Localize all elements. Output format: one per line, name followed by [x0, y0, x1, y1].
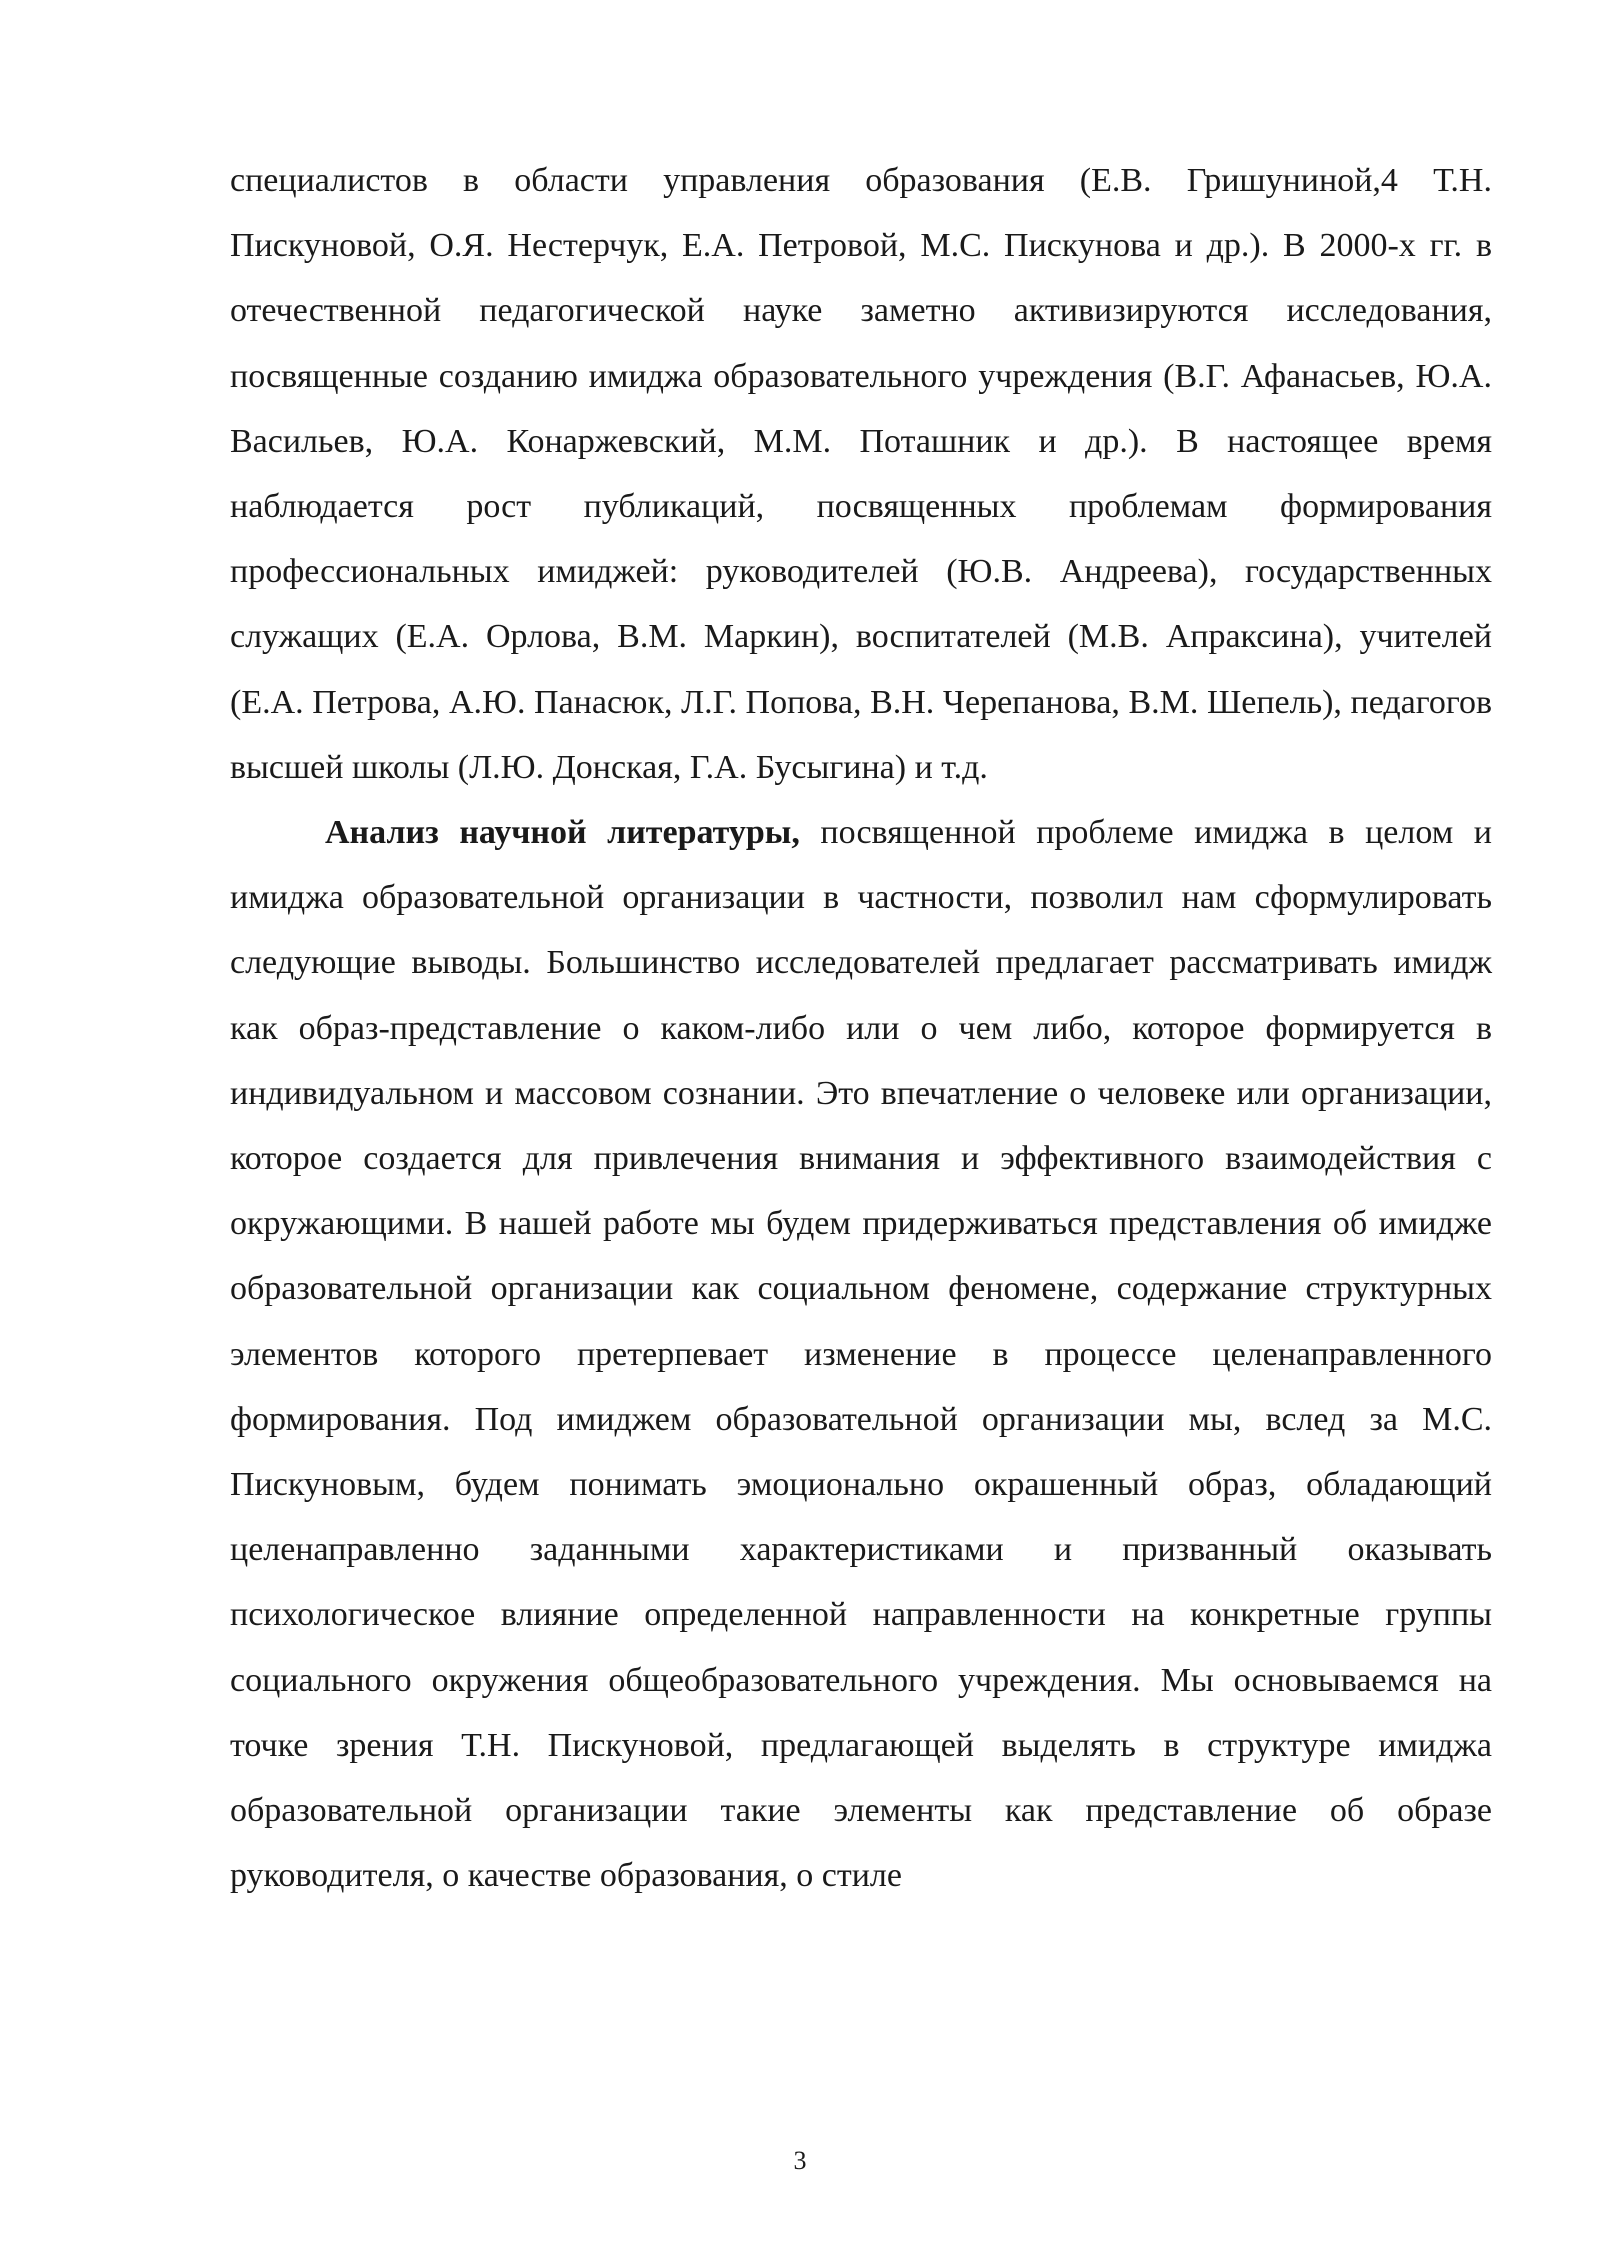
paragraph-2 — [230, 800, 1492, 1908]
page-number: 3 — [793, 2146, 807, 2175]
body-text — [230, 148, 1492, 1908]
paragraph-1: специалистов в области управления образования (Е.В. Гришуниной,4 Т.Н. Пискуновой, О.Я. Нестерчук, Е.А. Петровой, М.С. Пискунова и др.). В 2000-х гг. в отечественной педагогической науке заметно активизируются исследования, посвященные созданию имиджа образовательного учреждения (В.Г. Афанасьев, Ю.А. Васильев, Ю.А. Конаржевский, М.М. Поташник и др.). В настоящее время наблюдается рост публикаций, посвященных проблемам формирования профессиональных имиджей: руководителей (Ю.В. Андреева), государственных служащих (Е.А. Орлова, В.М. Маркин), воспитателей (М.В. Апраксина), учителей (Е.А. Петрова, А.Ю. Панасюк, Л.Г. Попова, В.Н. Черепанова, В.М. Шепель), педагогов высшей школы (Л.Ю. Донская, Г.А. Бусыгина) и т.д. — [230, 162, 1492, 786]
paragraph-2-bold-lead: Анализ научной литературы, — [325, 814, 800, 852]
paragraph-2-text: посвященной проблеме имиджа в целом и имиджа образовательной организации в частности, позволил нам сформулировать следующие выводы. Большинство исследователей предлагает рассматривать имидж как образ-представление о каком-либо или о чем либо, которое формируется в индивидуальном и массовом сознании. Это впечатление о человеке или организации, которое создается для привлечения внимания и эффективного взаимодействия с окружающими. В нашей работе мы будем придерживаться представления об имидже образовательной организации как социальном феномене, содержание структурных элементов которого претерпевает изменение в процессе целенаправленного формирования. Под имиджем образовательной организации мы, вслед за М.С. Пискуновым, будем понимать эмоционально окрашенный образ, обладающий целенаправленно заданными характеристиками и призванный оказывать психологическое влияние определенной направленности на конкретные группы социального окружения общеобразовательного учреждения. Мы основываемся на точке зрения Т.Н. Пискуновой, предлагающей выделять в структуре имиджа образовательной организации такие элементы как представление об образе руководителя, о качестве образования, о стиле — [230, 814, 1493, 1895]
